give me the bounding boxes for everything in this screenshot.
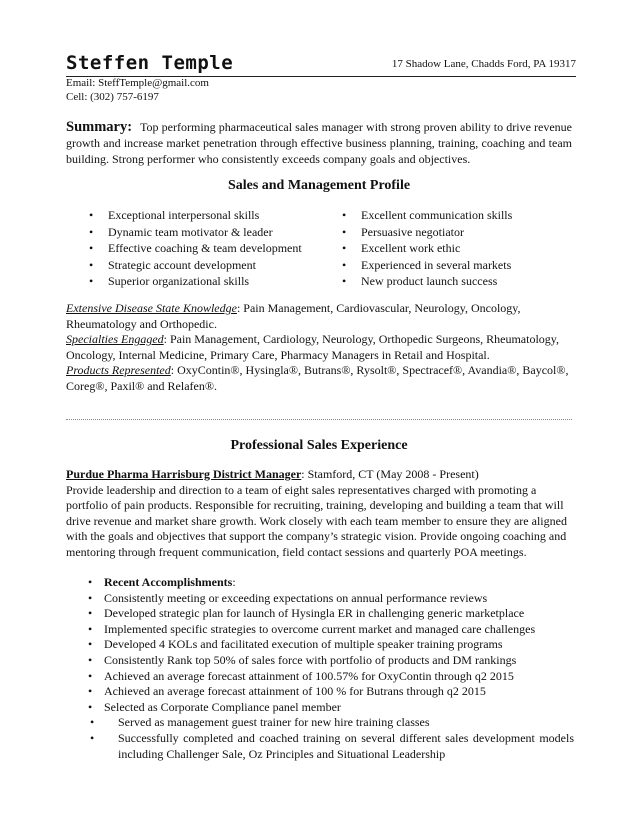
summary-paragraph — [66, 119, 572, 168]
accomplishment-item: • Developed strategic plan for launch of Hysingla ER in challenging generic marketplace — [82, 606, 574, 622]
profile-item: • Strategic account development — [89, 257, 339, 274]
profile-item: • Excellent work ethic — [342, 240, 572, 257]
profile-item: • Superior organizational skills — [89, 273, 339, 290]
keyword-label: Products Represented — [66, 363, 171, 378]
profile-item: • Excellent communication skills — [342, 207, 572, 224]
profile-item: • New product launch success — [342, 273, 572, 290]
candidate-name: Steffen Temple — [66, 52, 234, 74]
section-divider — [66, 419, 572, 420]
profile-list-left — [89, 207, 339, 290]
job-header — [66, 467, 574, 483]
summary-label: Summary: — [66, 119, 133, 135]
profile-heading: Sales and Management Profile — [227, 178, 411, 193]
keywords-block — [66, 301, 576, 395]
accomplishments-label: Recent Accomplishments — [104, 575, 233, 589]
profile-list-right — [342, 207, 572, 290]
job-description: Provide leadership and direction to a team of eight sales representatives charged with promoting a portfolio of pain products. Responsible for recruiting, training, developing and building a team that will drive revenue and market share growth. Work closely with each team member to ensure they are aligned with the goals and objectives that support the company’s strategic vision. Provide ongoing coaching and mentoring through frequent communication, field contact sessions and quarterly POA meetings. — [66, 482, 567, 559]
specialties-engaged — [66, 332, 576, 363]
job-entry — [66, 467, 574, 561]
profile-item: • Effective coaching & team development — [89, 240, 339, 257]
summary-text: Top performing pharmaceutical sales manager with strong proven ability to drive revenue growth and increase market penetration through effective business planning, training, coaching and team building. Strong performer who consistently exceeds company goals and objectives. — [66, 120, 572, 167]
profile-item: • Experienced in several markets — [342, 257, 572, 274]
disease-knowledge — [66, 301, 576, 332]
products-represented — [66, 363, 576, 394]
accomplishment-item: • Developed 4 KOLs and facilitated execution of multiple speaker training programs — [82, 637, 574, 653]
job-location-dates: : Stamford, CT (May 2008 - Present) — [301, 467, 479, 481]
profile-item: • Exceptional interpersonal skills — [89, 207, 339, 224]
header — [66, 50, 576, 77]
accomplishment-item: • Selected as Corporate Compliance panel member — [82, 700, 574, 716]
accomplishments-colon: : — [232, 575, 236, 589]
accomplishment-subitem: • Served as management guest trainer for new hire training classes — [82, 715, 574, 731]
profile-item: • Dynamic team motivator & leader — [89, 224, 339, 241]
accomplishments-heading — [82, 575, 574, 591]
keyword-text: : Pain Management, Cardiovascular, Neurology, Oncology, Rheumatology and Orthopedic. — [66, 301, 521, 331]
accomplishment-item: • Achieved an average forecast attainment of 100 % for Butrans through q2 2015 — [82, 684, 574, 700]
accomplishment-item: • Consistently meeting or exceeding expectations on annual performance reviews — [82, 591, 574, 607]
profile-item: • Persuasive negotiator — [342, 224, 572, 241]
accomplishment-item: • Implemented specific strategies to overcome current market and managed care challenges — [82, 622, 574, 638]
accomplishment-subitem: • Successfully completed and coached training on several different sales development models including Challenger Sale, Oz Principles and Situational Leadership — [82, 731, 574, 762]
job-title: Purdue Pharma Harrisburg District Manager — [66, 467, 302, 481]
keyword-text: : Pain Management, Cardiology, Neurology, Orthopedic Surgeons, Rheumatology, Oncology, Internal Medicine, Primary Care, Pharmacy Managers in Retail and Hospital. — [66, 332, 560, 362]
accomplishments-list — [82, 575, 574, 762]
cell-phone: Cell: (302) 757-6197 — [66, 91, 159, 103]
email: Email: SteffTemple@gmail.com — [66, 77, 209, 89]
keyword-label: Extensive Disease State Knowledge — [66, 301, 237, 315]
accomplishment-item: • Achieved an average forecast attainment of 100.57% for OxyContin through q2 2015 — [82, 669, 574, 685]
keyword-text: : OxyContin®, Hysingla®, Butrans®, Rysolt®, Spectracef®, Avandia®, Baycol®, Coreg®, Paxil® and Relafen®. — [66, 363, 569, 393]
keyword-label: Specialties Engaged — [66, 332, 164, 347]
address: 17 Shadow Lane, Chadds Ford, PA 19317 — [391, 58, 576, 70]
accomplishment-item: • Consistently Rank top 50% of sales force with portfolio of products and DM rankings — [82, 653, 574, 669]
experience-heading: Professional Sales Experience — [230, 438, 408, 453]
